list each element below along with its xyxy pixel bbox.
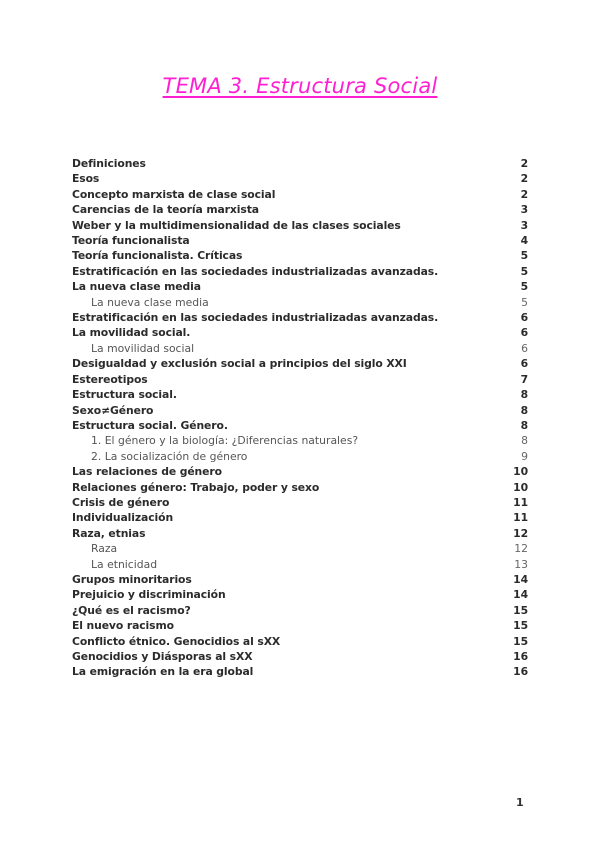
toc-entry-label[interactable]: La nueva clase media: [72, 280, 201, 294]
toc-entry-page[interactable]: 8: [520, 388, 528, 402]
toc-subentry[interactable]: [72, 433, 528, 448]
toc-entry-page[interactable]: 11: [513, 495, 528, 509]
toc-entry-label[interactable]: Estereotipos: [72, 372, 148, 386]
toc-entry-page[interactable]: 15: [513, 634, 528, 648]
toc-subentry[interactable]: [72, 341, 528, 356]
toc-entry-label[interactable]: Esos: [72, 172, 100, 186]
document-title-text: TEMA 3. Estructura Social: [162, 74, 438, 98]
toc-entry-page[interactable]: 16: [513, 650, 528, 663]
toc-entry-label[interactable]: Estratificación en las sociedades industrializadas avanzadas.: [72, 264, 439, 278]
toc-entry-page[interactable]: 9: [521, 449, 528, 463]
toc-entry-page[interactable]: 8: [521, 434, 528, 448]
toc-entry-label[interactable]: Genocidios y Diásporas al sXX: [72, 650, 253, 663]
toc-entry-label[interactable]: Estructura social.: [72, 388, 177, 402]
toc-entry-page[interactable]: 15: [513, 619, 528, 633]
toc-entry-page[interactable]: 15: [513, 603, 528, 617]
toc-entry-page[interactable]: 14: [513, 572, 528, 586]
toc-entry-label[interactable]: Relaciones género: Trabajo, poder y sexo: [72, 480, 320, 494]
toc-entry[interactable]: [72, 603, 528, 618]
toc-entry[interactable]: [72, 572, 528, 587]
toc-entry[interactable]: [72, 510, 528, 525]
document-title: [0, 74, 600, 98]
toc-entry-page[interactable]: 6: [521, 341, 528, 355]
toc-entry-page[interactable]: 8: [520, 403, 528, 417]
toc-entry-page[interactable]: 5: [521, 295, 528, 309]
toc-entry-label[interactable]: Carencias de la teoría marxista: [72, 203, 259, 217]
toc-entry-label[interactable]: Teoría funcionalista: [72, 234, 190, 248]
toc-entry-page[interactable]: 2: [520, 187, 528, 201]
toc-entry-label[interactable]: La etnicidad: [91, 557, 158, 571]
toc-entry-page[interactable]: 5: [520, 249, 528, 263]
toc-entry[interactable]: [72, 325, 528, 340]
toc-entry[interactable]: [72, 464, 528, 479]
toc-entry[interactable]: [72, 403, 528, 418]
toc-entry-page[interactable]: 11: [513, 511, 528, 525]
toc-entry[interactable]: [72, 618, 528, 633]
toc-entry-page[interactable]: 6: [520, 311, 528, 325]
toc-entry-label[interactable]: Raza, etnias: [72, 526, 146, 540]
toc-entry[interactable]: [72, 372, 528, 387]
toc-entry-page[interactable]: 4: [520, 234, 528, 248]
toc-entry-label[interactable]: Conflicto étnico. Genocidios al sXX: [72, 634, 281, 648]
toc-entry-label[interactable]: 1. El género y la biología: ¿Diferencias naturales?: [91, 434, 359, 448]
toc-subentry[interactable]: [72, 295, 528, 310]
toc-entry[interactable]: [72, 526, 528, 541]
table-of-contents: [72, 156, 528, 680]
toc-entry-label[interactable]: 2. La socialización de género: [91, 449, 248, 463]
toc-subentry[interactable]: [72, 557, 528, 572]
toc-entry[interactable]: [72, 664, 528, 679]
toc-entry[interactable]: [72, 310, 528, 325]
toc-entry[interactable]: [72, 495, 528, 510]
toc-entry-label[interactable]: Definiciones: [72, 157, 146, 170]
toc-entry[interactable]: [72, 171, 528, 186]
toc-entry[interactable]: [72, 156, 528, 171]
toc-entry[interactable]: [72, 387, 528, 402]
toc-entry[interactable]: [72, 218, 528, 233]
toc-entry[interactable]: [72, 248, 528, 263]
toc-entry-page[interactable]: 8: [520, 418, 528, 432]
toc-entry[interactable]: [72, 279, 528, 294]
toc-entry-label[interactable]: Crisis de género: [72, 495, 170, 509]
toc-entry-label[interactable]: La emigración en la era global: [72, 665, 254, 679]
toc-entry-label[interactable]: La nueva clase media: [91, 295, 209, 309]
toc-entry-label[interactable]: Prejuicio y discriminación: [72, 588, 226, 602]
toc-entry-label[interactable]: Sexo≠Género: [72, 403, 154, 417]
toc-subentry[interactable]: [72, 541, 528, 556]
toc-entry[interactable]: [72, 356, 528, 371]
toc-entry-page[interactable]: 10: [513, 465, 528, 479]
toc-entry-label[interactable]: Las relaciones de género: [72, 465, 222, 479]
toc-entry-page[interactable]: 5: [520, 280, 528, 294]
toc-entry-label[interactable]: Estratificación en las sociedades industrializadas avanzadas.: [72, 311, 439, 325]
toc-entry-page[interactable]: 2: [520, 172, 528, 186]
toc-entry[interactable]: [72, 264, 528, 279]
toc-entry-page[interactable]: 12: [513, 526, 528, 540]
toc-entry-label[interactable]: Weber y la multidimensionalidad de las clases sociales: [72, 218, 401, 232]
toc-entry-page[interactable]: 3: [520, 218, 528, 232]
toc-entry-page[interactable]: 2: [520, 157, 528, 170]
toc-entry-label[interactable]: Raza: [91, 542, 118, 556]
toc-entry-page[interactable]: 7: [520, 372, 528, 386]
toc-entry-page[interactable]: 12: [514, 542, 528, 556]
toc-entry-page[interactable]: 3: [520, 203, 528, 217]
toc-entry-label[interactable]: Grupos minoritarios: [72, 572, 192, 586]
toc-entry[interactable]: [72, 187, 528, 202]
toc-entry-label[interactable]: Concepto marxista de clase social: [72, 187, 276, 201]
toc-entry-page[interactable]: 6: [520, 326, 528, 340]
toc-entry[interactable]: [72, 649, 528, 664]
toc-subentry[interactable]: [72, 449, 528, 464]
toc-entry-page[interactable]: 14: [513, 588, 528, 602]
toc-entry[interactable]: [72, 587, 528, 602]
toc-entry-page[interactable]: 6: [520, 357, 528, 371]
toc-entry-label[interactable]: Desigualdad y exclusión social a principios del siglo XXI: [72, 357, 407, 371]
toc-entry-label[interactable]: Teoría funcionalista. Críticas: [72, 249, 243, 263]
toc-entry[interactable]: [72, 634, 528, 649]
toc-entry-page[interactable]: 10: [513, 480, 528, 494]
toc-entry-label[interactable]: Estructura social. Género.: [72, 418, 228, 432]
toc-entry[interactable]: [72, 418, 528, 433]
toc-entry[interactable]: [72, 233, 528, 248]
toc-entry-page[interactable]: 13: [514, 557, 528, 571]
toc-entry-page[interactable]: 16: [513, 665, 528, 679]
toc-entry[interactable]: [72, 480, 528, 495]
toc-entry-label[interactable]: Individualización: [72, 511, 174, 525]
toc-entry-label[interactable]: El nuevo racismo: [72, 619, 174, 633]
page-number: 1: [516, 796, 524, 809]
toc-entry-label[interactable]: La movilidad social.: [72, 326, 191, 340]
toc-entry-label[interactable]: ¿Qué es el racismo?: [72, 603, 191, 617]
toc-entry-label[interactable]: La movilidad social: [91, 341, 195, 355]
toc-entry[interactable]: [72, 202, 528, 217]
toc-entry-page[interactable]: 5: [520, 264, 528, 278]
